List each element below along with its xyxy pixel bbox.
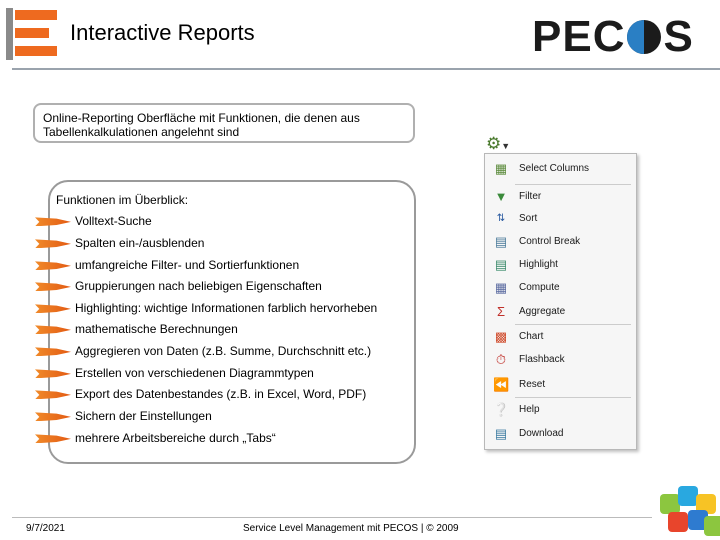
puzzle-decoration-icon [654, 480, 720, 540]
feature-item: Gruppierungen nach beliebigen Eigenschaften [35, 278, 322, 294]
menu-item-sort[interactable]: ⇅ Sort [491, 209, 631, 229]
arrow-icon [35, 325, 71, 334]
intro-line-1: Online-Reporting Oberfläche mit Funktionen, die denen aus [43, 111, 360, 125]
menu-item-highlight[interactable]: ▤ Highlight [494, 257, 558, 272]
feature-item: Volltext-Suche [35, 213, 152, 229]
feature-item: Export des Datenbestandes (z.B. in Excel, Word, PDF) [35, 386, 366, 402]
features-title: Funktionen im Überblick: [56, 193, 189, 207]
pecos-logo [532, 12, 694, 62]
company-logo [6, 8, 58, 60]
menu-item-control-break[interactable]: ▤ Control Break [494, 234, 581, 249]
flashback-icon: ⏱ [495, 352, 507, 367]
pecos-logo-text-end: S [663, 12, 694, 61]
feature-item: Erstellen von verschiedenen Diagrammtypen [35, 365, 314, 381]
feature-item: mehrere Arbeitsbereiche durch „Tabs“ [35, 430, 276, 446]
highlight-icon: ▤ [494, 257, 508, 272]
menu-item-select-columns[interactable]: ▦ Select Columns [494, 161, 590, 176]
footer-text: Service Level Management mit PECOS | © 2009 [243, 523, 459, 534]
menu-separator [515, 324, 631, 325]
arrow-icon [35, 369, 71, 378]
page-title: Interactive Reports [70, 20, 255, 45]
intro-box [33, 103, 415, 143]
menu-item-download[interactable]: ▤ Download [494, 426, 564, 441]
menu-item-reset[interactable]: ⏪ Reset [493, 377, 546, 392]
arrow-icon [35, 347, 71, 356]
gear-icon: ⚙ [486, 134, 502, 153]
menu-item-help[interactable]: ❔ Help [493, 402, 540, 417]
menu-item-filter[interactable]: ▼ Filter [494, 189, 542, 204]
control-break-icon: ▤ [494, 234, 508, 249]
compute-icon: ▦ [494, 280, 508, 295]
arrow-icon [35, 261, 71, 270]
feature-item: Sichern der Einstellungen [35, 408, 212, 424]
menu-item-flashback[interactable]: ⏱ Flashback [491, 350, 631, 370]
download-icon: ▤ [494, 426, 508, 441]
arrow-icon [35, 390, 71, 399]
menu-item-aggregate[interactable]: Σ Aggregate [491, 302, 631, 322]
actions-menu [484, 153, 637, 450]
columns-icon: ▦ [494, 161, 508, 176]
filter-icon: ▼ [494, 189, 508, 204]
footer-divider [12, 517, 652, 518]
arrow-icon [35, 304, 71, 313]
reset-icon: ⏪ [493, 377, 510, 392]
feature-item: Highlighting: wichtige Informationen farblich hervorheben [35, 300, 377, 316]
feature-item: umfangreiche Filter- und Sortierfunktionen [35, 257, 299, 273]
menu-item-compute[interactable]: ▦ Compute [494, 280, 560, 295]
arrow-icon [35, 412, 71, 421]
help-icon: ❔ [493, 402, 510, 417]
feature-item: Spalten ein-/ausblenden [35, 235, 204, 251]
menu-separator [515, 184, 631, 185]
aggregate-icon: Σ [496, 304, 506, 319]
pecos-logo-text-start: PEC [532, 12, 626, 61]
chevron-down-icon: ▼ [501, 141, 511, 151]
footer-date: 9/7/2021 [26, 523, 65, 534]
chart-icon: ▩ [494, 329, 508, 344]
intro-line-2: Tabellenkalkulationen angelehnt sind [43, 125, 240, 139]
arrow-icon [35, 282, 71, 291]
menu-item-chart[interactable]: ▩ Chart [494, 329, 544, 344]
menu-separator [515, 397, 631, 398]
header-divider [12, 68, 720, 70]
arrow-icon [35, 434, 71, 443]
actions-gear-button[interactable] [486, 134, 510, 154]
feature-item: mathematische Berechnungen [35, 321, 238, 337]
arrow-icon [35, 239, 71, 248]
sort-icon: ⇅ [496, 213, 506, 224]
pecos-logo-o [627, 20, 661, 54]
arrow-icon [35, 217, 71, 226]
feature-item: Aggregieren von Daten (z.B. Summe, Durchschnitt etc.) [35, 343, 371, 359]
